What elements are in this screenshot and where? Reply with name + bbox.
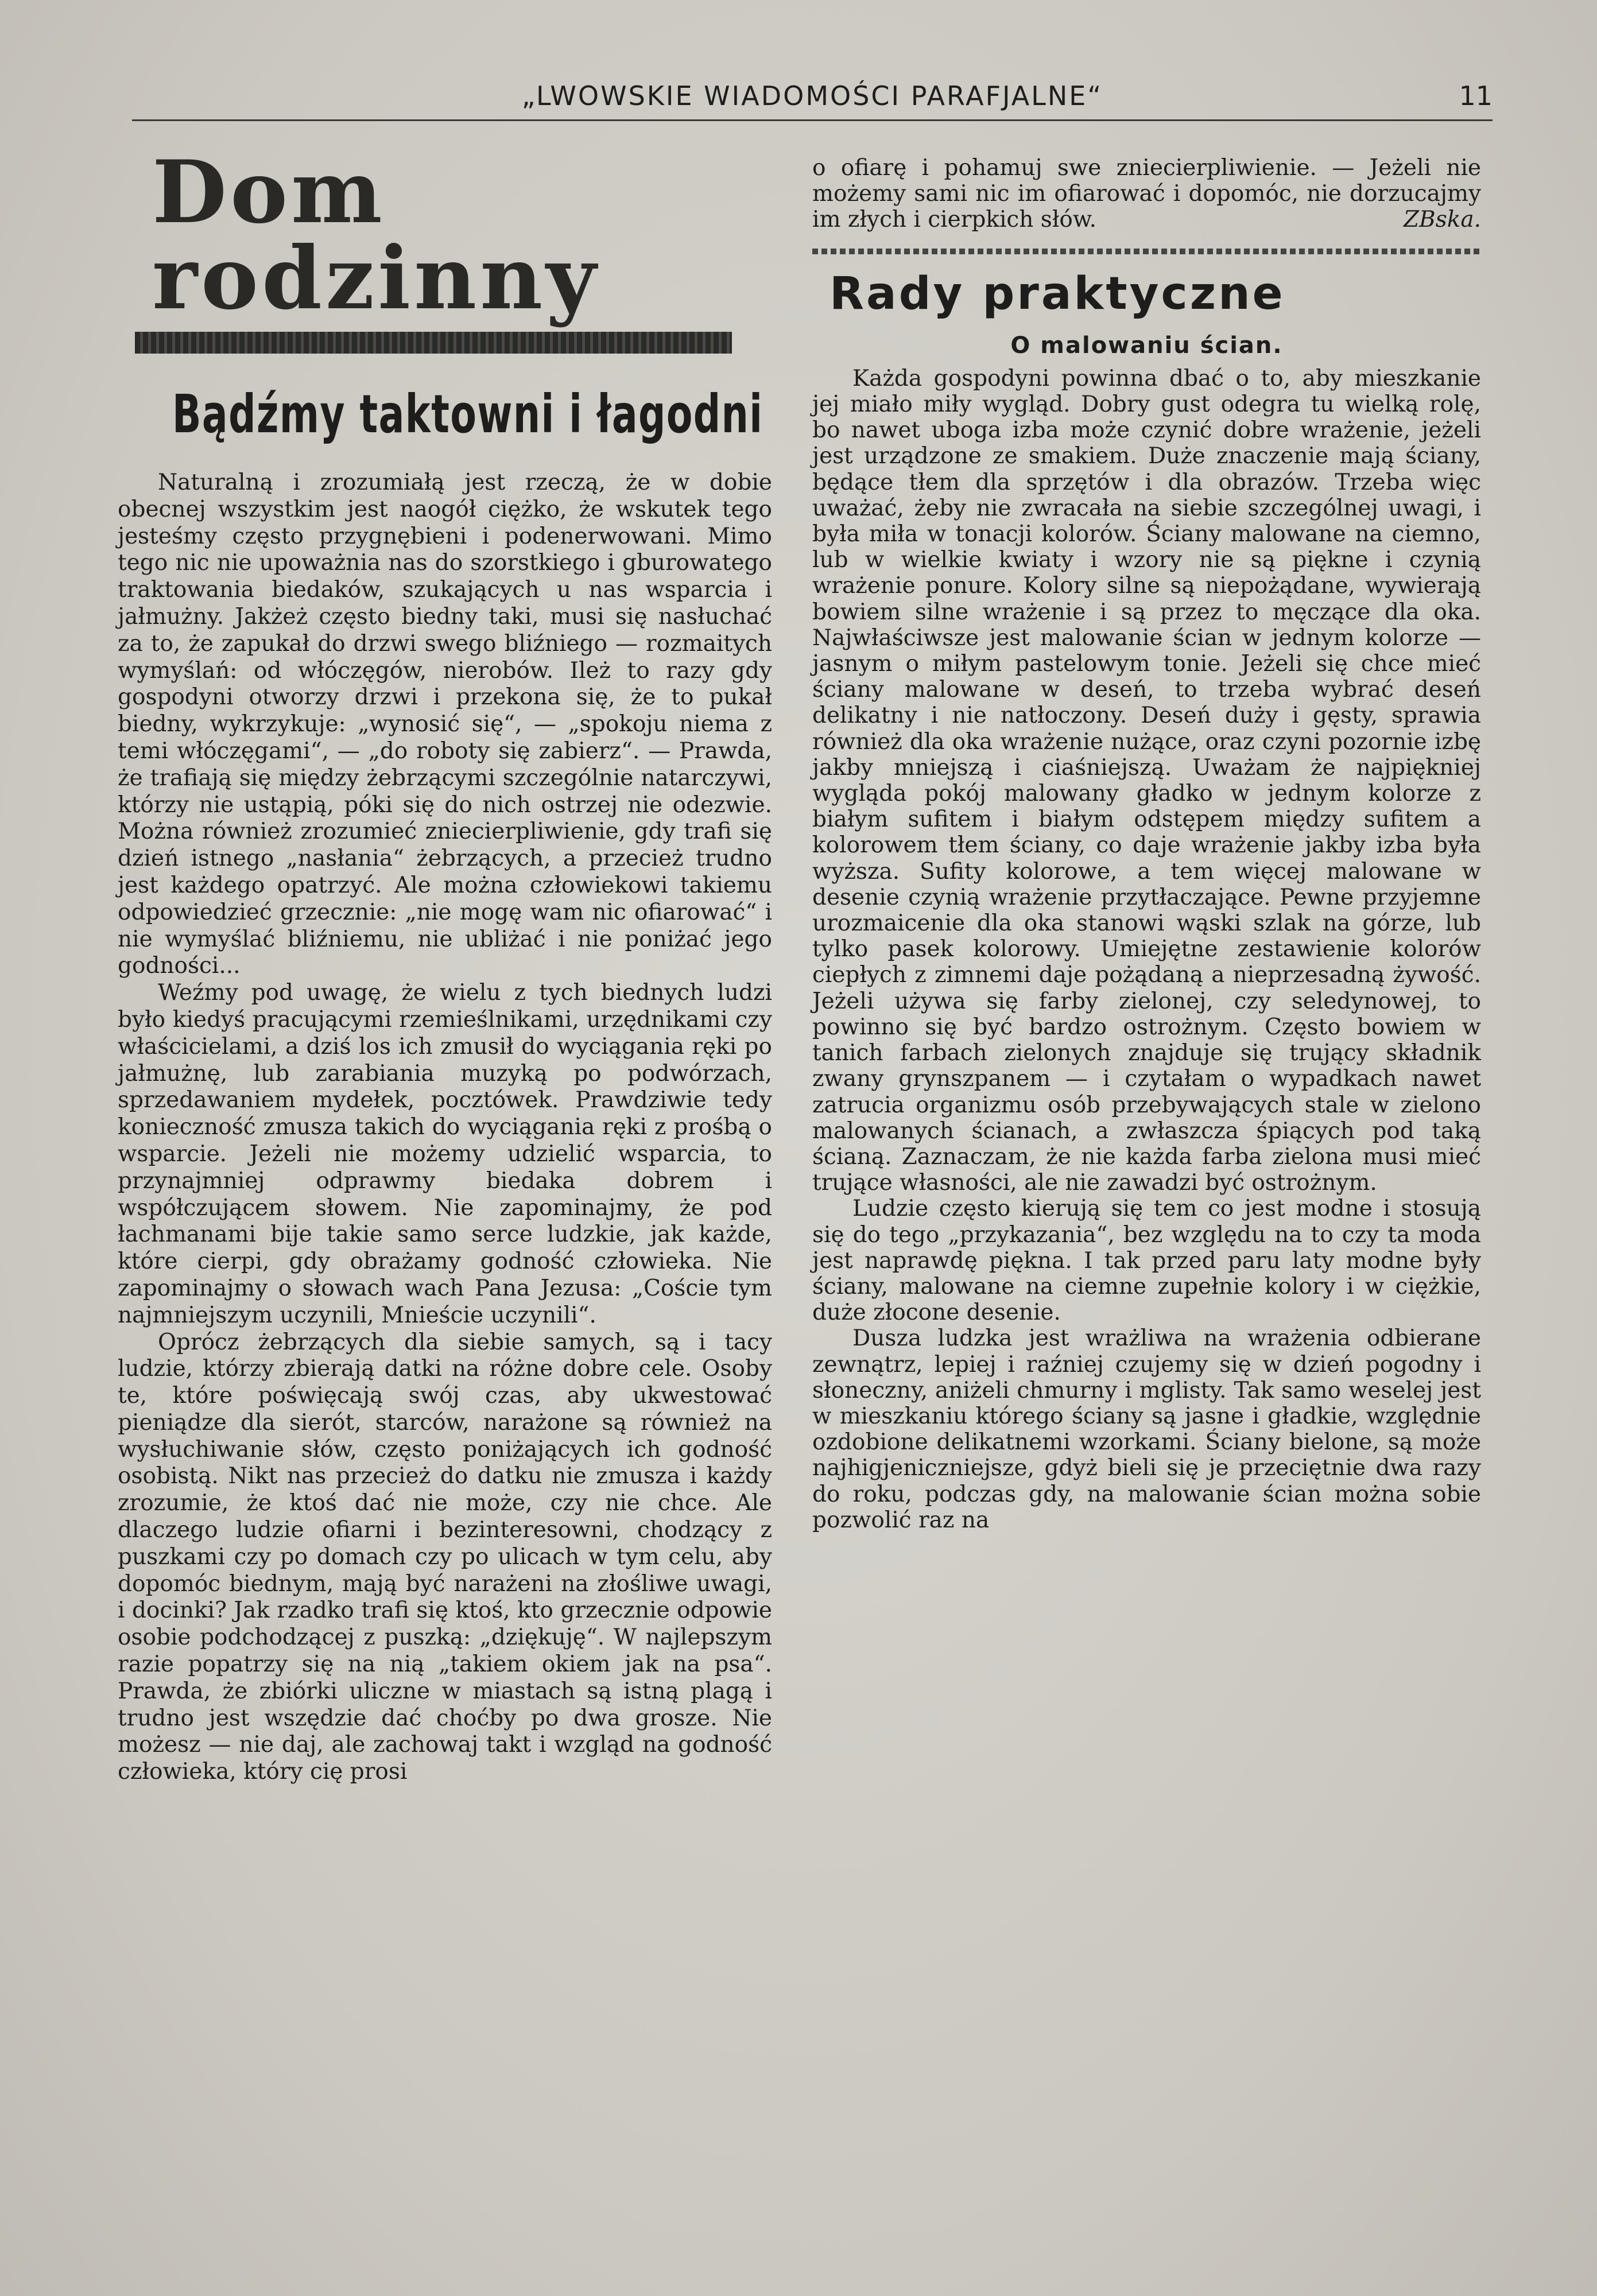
author-signature: ZBska.: [1403, 206, 1481, 232]
continuation-block: [812, 155, 1481, 232]
paragraph: Każda gospodyni powinna dbać o to, aby mieszkanie jej miało miły wygląd. Dobry gust odegra tu wielką rolę, bo nawet uboga izba może czynić dobre wrażenie, jeżeli jest urządzone ze smakiem. Duże znaczenie mają ściany, będące tłem dla sprzętów i dla obrazów. Trzeba więc uważać, żeby nie zwracała na siebie szczególnej uwagi, i była miła w tonacji kolorów. Ściany malowane na ciemno, lub w wielkie kwiaty i wzory nie są piękne i czynią wrażenie ponure. Kolory silne są niepożądane, wywierają bowiem silne wrażenie i są przez to męczące dla oka. Najwłaściwsze jest malowanie ścian w jednym kolorze — jasnym o miłym pastelowym tonie. Jeżeli się chce mieć ściany malowane w deseń, to trzeba wybrać deseń delikatny i nie natłoczony. Deseń duży i gęsty, sprawia również dla oka wrażenie nużące, oraz czyni pozornie izbę jakby mniejszą i ciaśniejszą. Uważam że najpiękniej wygląda pokój malowany gładko w jednym kolorze z białym sufitem i białym odstępem między sufitem a kolorowem tłem ściany, co daje wrażenie jakby izba była wyższa. Sufity kolorowe, a tem więcej malowane w desenie czynią wrażenie przytłaczające. Pewne przyjemne urozmaicenie dla oka stanowi wąski szlak na górze, lub tylko pasek kolorowy. Umiejętne zestawienie kolorów ciepłych z zimnemi daje pożądaną a nieprzesadną żywość. Jeżeli używa się farby zielonej, czy seledynowej, to powinno się być bardzo ostrożnym. Często bowiem w tanich farbach zielonych znajduje się trujący składnik zwany grynszpanem — i czytałam o wypadkach nawet zatrucia organizmu osób przebywających stale w zielono malowanych ścianach, a zwłaszcza śpiących pod taką ścianą. Zaznaczam, że nie każda farba zielona musi mieć trujące własności, ale nie zawadzi być ostrożnym.: [812, 365, 1481, 1196]
paragraph: Dusza ludzka jest wrażliwa na wrażenia odbierane zewnątrz, lepiej i raźniej czujemy się w dzień pogodny i słoneczny, aniżeli chmurny i mglisty. Tak samo weselej jest w mieszkaniu którego ściany są jasne i gładkie, względnie ozdobione delikatnemi wzorkami. Ściany bielone, są może najhigjeniczniejsze, gdyż bieli się je przeciętnie dwa razy do roku, podczas gdy, na malowanie ścian można sobie pozwolić raz na: [812, 1325, 1481, 1533]
page-number: 11: [1459, 80, 1493, 111]
section-heading-rady: Rady praktyczne: [829, 267, 1285, 320]
subheading: O malowaniu ścian.: [1010, 332, 1283, 359]
paragraph: Naturalną i zrozumiałą jest rzeczą, że w dobie obecnej wszystkim jest naogół ciężko, że wskutek tego jesteśmy często przygnębieni i podenerwowani. Mimo tego nic nie upoważnia nas do szorstkiego i gburowatego traktowania biedaków, szukających u nas wsparcia i jałmużny. Jakżeż często biedny taki, musi się nasłuchać za to, że zapukał do drzwi swego bliźniego — rozmaitych wymyślań: od włóczęgów, nierobów. Ileż to razy gdy gospodyni otworzy drzwi i przekona się, że to pukał biedny, wykrzykuje: „wynosić się“, — „spokoju niema z temi włóczęgami“, — „do roboty się zabierz“. — Prawda, że trafiają się między żebrzącymi szczególnie natarczywi, którzy nie ustąpią, póki się do nich ostrzej nie odezwie. Można również zrozumieć zniecierpliwienie, gdy trafi się dzień istnego „nasłania“ żebrzących, a przecież trudno jest każdego opatrzyć. Ale można człowiekowi takiemu odpowiedzieć grzecznie: „nie mogę wam nic ofiarować“ i nie wymyślać bliźniemu, nie ubliżać i nie poniżać jego godności...: [118, 470, 772, 979]
paragraph: Oprócz żebrzących dla siebie samych, są i tacy ludzie, którzy zbierają datki na różne dobre cele. Osoby te, które poświęcają swój czas, aby ukwestować pieniądze dla sierót, starców, narażone są również na wysłuchiwanie słów, często poniżających ich godność osobistą. Nikt nas przecież do datku nie zmusza i każdy zrozumie, że ktoś dać nie może, czy nie chce. Ale dlaczego ludzie ofiarni i bezinteresowni, chodzący z puszkami czy po domach czy po ulicach w tym celu, aby dopomóc biednym, mają być narażeni na złośliwe uwagi, i docinki? Jak rzadko trafi się ktoś, kto grzecznie odpowie osobie podchodzącej z puszką: „dziękuję“. W najlepszym razie popatrzy się na nią „takiem okiem jak na psa“. Prawda, że zbiórki uliczne w miastach są istną plagą i trudno jest wszędzie dać choćby po dwa grosze. Nie możesz — nie daj, ale zachowaj takt i wzgląd na godność człowieka, który cię prosi: [118, 1329, 772, 1785]
publication-title: „LWOWSKIE WIADOMOŚCI PARAFJALNE“: [521, 80, 1103, 111]
article-body: [118, 470, 772, 1786]
article-title: Dom rodzinny: [152, 142, 600, 329]
article-body-right: [812, 366, 1481, 1533]
paragraph: Weźmy pod uwagę, że wielu z tych biednych ludzi było kiedyś pracującymi rzemieślnikami, urzędnikami czy właścicielami, a dziś los ich zmusił do wyciągania ręki po jałmużnę, lub zarabiania muzyką po podwórzach, sprzedawaniem mydełek, pocztówek. Prawdziwie tedy konieczność zmusza takich do wyciągania ręki z prośbą o wsparcie. Jeżeli nie możemy udzielić wsparcia, to przynajmniej odprawmy biedaka dobrem i współczującem słowem. Nie zapominajmy, że pod łachmanami bije takie samo serce ludzkie, jak każde, które cierpi, gdy obrażamy godność człowieka. Nie zapominajmy o słowach wach Pana Jezusa: „Coście tym najmniejszym uczynili, Mnieście uczynili“.: [118, 980, 772, 1328]
continuation-paragraph: o ofiarę i pohamuj swe zniecierpliwienie. — Jeżeli nie możemy sami nic im ofiarować i dopomóc, nie dorzucajmy im złych i cierpkich słów.: [812, 155, 1481, 233]
title-underline-bar: [135, 332, 732, 354]
right-column: [812, 155, 1481, 1533]
page-header: [132, 80, 1493, 121]
paragraph: Ludzie często kierują się tem co jest modne i stosują się do tego „przykazania“, bez względu na to czy ta moda jest naprawdę piękna. I tak przed paru laty modne były ściany, malowane na ciemne zupełnie kolory i w ciężkie, duże złocone desenie.: [812, 1196, 1481, 1326]
left-column: [118, 142, 772, 1786]
header-rule: [132, 119, 1493, 121]
decorative-divider: [812, 249, 1481, 254]
section-heading: Bądźmy taktowni i łagodni: [172, 383, 763, 445]
